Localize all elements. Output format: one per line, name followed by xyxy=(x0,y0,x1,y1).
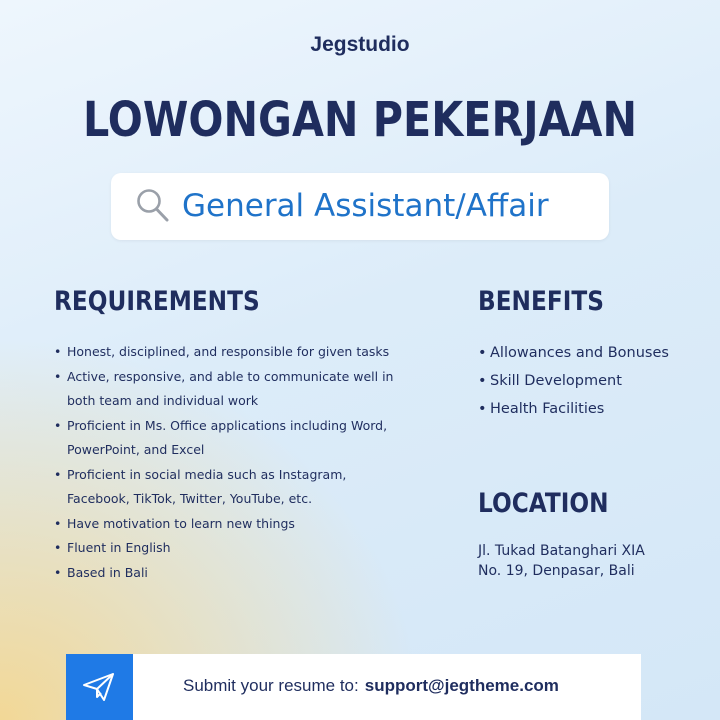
requirement-item: • Honest, disciplined, and responsible for given tasks xyxy=(54,340,414,365)
requirement-item: • Proficient in Ms. Office applications including Word, PowerPoint, and Excel xyxy=(54,414,414,463)
send-icon-box xyxy=(66,654,133,720)
benefit-item: • Allowances and Bonuses xyxy=(478,339,708,367)
brand-name: Jegstudio xyxy=(310,33,410,56)
location-address xyxy=(478,541,645,581)
job-title: General Assistant/Affair xyxy=(182,188,549,224)
requirements-title: REQUIREMENTS xyxy=(54,286,260,317)
job-title-box xyxy=(111,173,609,240)
requirement-item: • Active, responsive, and able to communicate well in both team and individual work xyxy=(54,365,414,414)
address-line-2: No. 19, Denpasar, Bali xyxy=(478,563,635,579)
requirement-item: • Based in Bali xyxy=(54,561,414,586)
requirement-item: • Proficient in social media such as Instagram, Facebook, TikTok, Twitter, YouTube, etc. xyxy=(54,463,414,512)
paper-plane-icon xyxy=(82,671,116,703)
location-title: LOCATION xyxy=(478,488,609,519)
requirements-list xyxy=(54,340,414,585)
headline: LOWONGAN PEKERJAAN xyxy=(82,92,638,148)
requirement-item: • Fluent in English xyxy=(54,536,414,561)
requirement-item: • Have motivation to learn new things xyxy=(54,512,414,537)
address-line-1: Jl. Tukad Batanghari XIA xyxy=(478,543,645,559)
benefit-item: • Health Facilities xyxy=(478,395,708,423)
submit-banner xyxy=(66,654,641,720)
submit-email[interactable]: support@jegtheme.com xyxy=(364,676,559,695)
benefits-list xyxy=(478,339,708,423)
submit-text xyxy=(183,676,559,696)
benefits-title: BENEFITS xyxy=(478,286,604,317)
search-icon xyxy=(136,188,170,224)
benefit-item: • Skill Development xyxy=(478,367,708,395)
submit-label: Submit your resume to: xyxy=(183,676,359,695)
